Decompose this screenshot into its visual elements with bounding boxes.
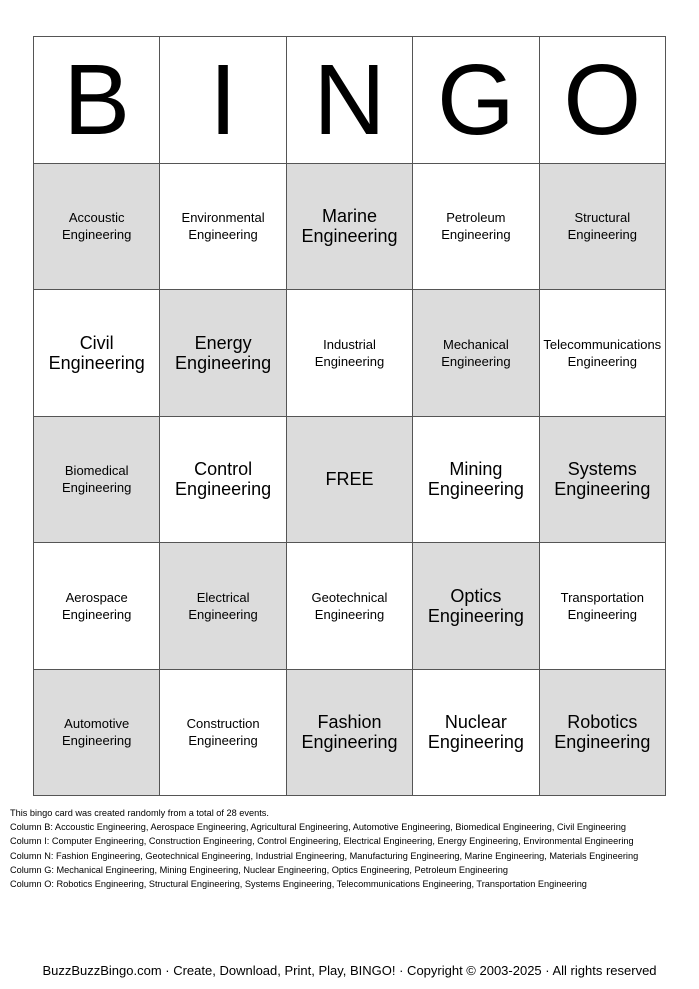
header-letter-g: G [413,37,539,164]
header-letter-n: N [287,37,413,164]
cell-label: Electrical Engineering [188,589,258,622]
cell-label: Mining Engineering [427,459,524,500]
cell-label: Control Engineering [175,459,272,500]
bingo-cell [160,543,286,670]
cell-label: Energy Engineering [175,332,272,373]
cell-label: Construction Engineering [186,716,260,749]
cell-label: Transportation Engineering [560,589,644,622]
cell-label: Automotive Engineering [62,716,132,749]
cell-label: Systems Engineering [554,459,651,500]
bingo-cell [34,290,160,417]
header-letter-b: B [34,37,160,164]
cell-label: Geotechnical Engineering [311,589,388,622]
cell-label: Environmental Engineering [181,210,265,243]
free-space [287,417,413,544]
cell-label: Nuclear Engineering [427,712,524,753]
bingo-cell [287,290,413,417]
bingo-cell [540,290,666,417]
cell-label: Optics Engineering [427,585,524,626]
cell-label: Accoustic Engineering [62,210,132,243]
cell-label: Structural Engineering [567,210,637,243]
bingo-cell [34,670,160,797]
bingo-cell [287,543,413,670]
card-notes [10,806,638,891]
bingo-cell [540,164,666,291]
column-list: Column I: Computer Engineering, Construction Engineering, Control Engineering, Electrical Engineering, Energy Engineering, Environmental Engineering [10,836,634,847]
cell-label: FREE [325,469,374,490]
column-list: Column O: Robotics Engineering, Structural Engineering, Systems Engineering, Telecommunications Engineering, Transportation Engineering [10,879,587,890]
bingo-cell [287,164,413,291]
column-list: Column B: Accoustic Engineering, Aerospace Engineering, Agricultural Engineering, Automotive Engineering, Biomedical Engineering, Civil Engineering [10,822,626,833]
bingo-cell [540,543,666,670]
cell-label: Fashion Engineering [301,712,398,753]
bingo-cell [413,164,539,291]
bingo-cell [413,417,539,544]
bingo-cell [160,670,286,797]
column-list: Column G: Mechanical Engineering, Mining Engineering, Nuclear Engineering, Optics Engineering, Petroleum Engineering [10,864,508,875]
notes-summary: This bingo card was created randomly from a total of 28 events. [10,808,269,818]
bingo-cell [160,290,286,417]
header-letter-i: I [160,37,286,164]
cell-label: Civil Engineering [48,332,145,373]
cell-label: Telecommunications Engineering [543,336,662,369]
cell-label: Industrial Engineering [314,336,385,369]
bingo-cell [413,543,539,670]
column-list: Column N: Fashion Engineering, Geotechnical Engineering, Industrial Engineering, Manufacturing Engineering, Marine Engineering, Materials Engineering [10,850,639,861]
bingo-cell [160,164,286,291]
bingo-cell [34,164,160,291]
cell-label: Aerospace Engineering [62,589,132,622]
bingo-cell [160,417,286,544]
footer: BuzzBuzzBingo.com · Create, Download, Print, Play, BINGO! · Copyright © 2003-2025 · All rights reserved [42,963,657,978]
bingo-cell [540,670,666,797]
header-letter-o: O [540,37,666,164]
cell-label: Petroleum Engineering [441,210,511,243]
cell-label: Robotics Engineering [554,712,651,753]
cell-label: Mechanical Engineering [441,336,511,369]
bingo-card [33,36,666,796]
bingo-cell [34,543,160,670]
bingo-cell [287,670,413,797]
bingo-cell [540,417,666,544]
bingo-cell [413,670,539,797]
bingo-cell [34,417,160,544]
cell-label: Marine Engineering [301,206,398,247]
cell-label: Biomedical Engineering [62,463,132,496]
bingo-cell [413,290,539,417]
